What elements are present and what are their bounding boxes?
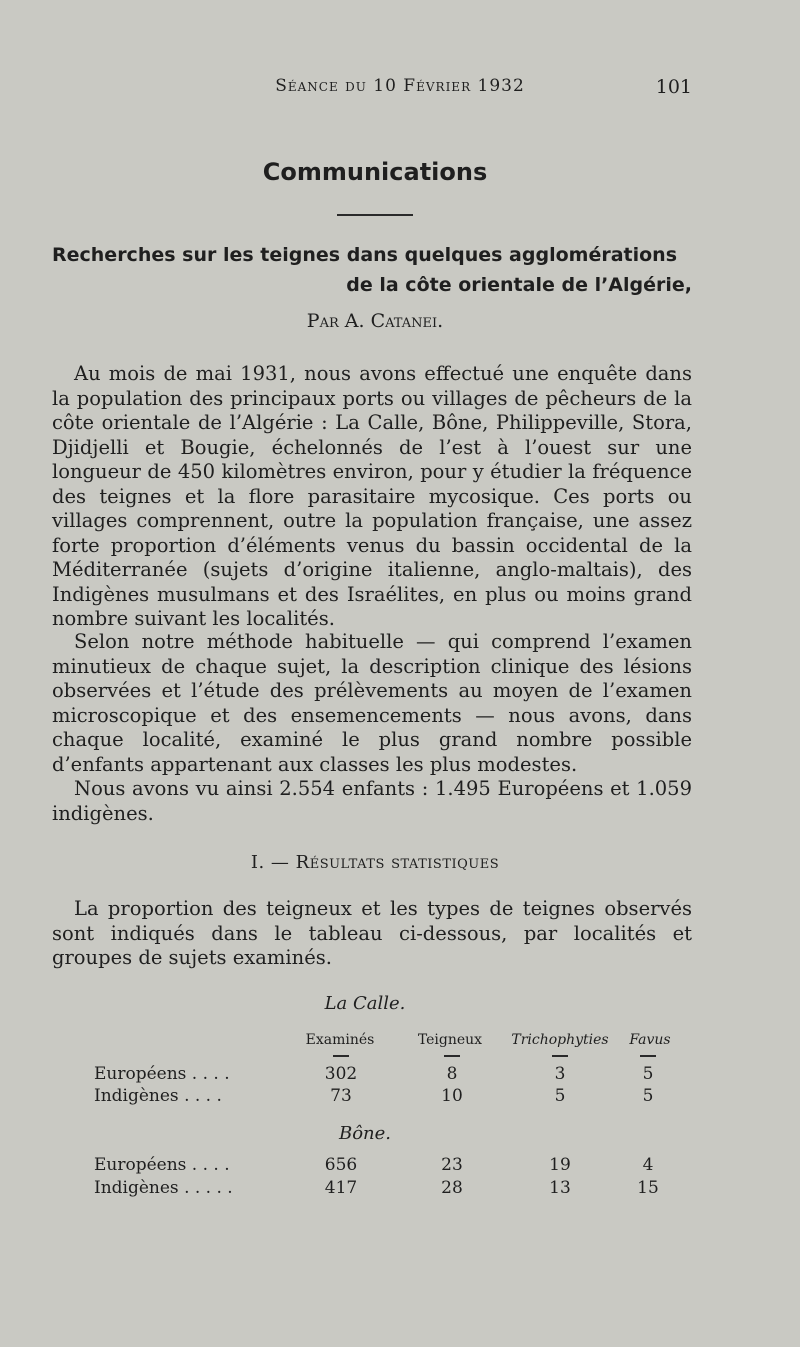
col-dash	[552, 1055, 568, 1057]
col-head-favus: Favus	[629, 1032, 671, 1048]
heading-rule	[337, 214, 413, 216]
page-number: 101	[655, 76, 692, 98]
article-title-line-1: Recherches sur les teignes dans quelques agglomérations	[52, 244, 678, 266]
results-heading	[0, 852, 750, 873]
table-cell: 73	[330, 1086, 352, 1106]
row-label: Européens . . . .	[94, 1155, 230, 1175]
col-head-examines: Examinés	[305, 1032, 375, 1048]
table-cell: 3	[554, 1064, 566, 1084]
col-dash	[640, 1055, 656, 1057]
table-cell: 656	[324, 1155, 358, 1175]
paragraph-3: Nous avons vu ainsi 2.554 enfants : 1.495 Européens et 1.059 indigènes.	[52, 777, 692, 825]
article-title-line-2: de la côte orientale de l’Algérie,	[346, 274, 692, 296]
table-cell: 23	[441, 1155, 463, 1175]
table-cell: 15	[637, 1178, 659, 1198]
table-cell: 10	[441, 1086, 463, 1106]
results-heading-text: Résultats statistiques	[295, 852, 500, 873]
table-cell: 417	[324, 1178, 358, 1198]
results-heading-number: I. —	[250, 852, 290, 873]
paragraph-1: Au mois de mai 1931, nous avons effectué une enquête dans la population des principaux ports ou villages de pêcheurs de la côte orientale de l’Algérie : La Calle, Bône, Philippeville, Stora, Djidjelli et Bougie, échelonnés de l’est à l’ouest sur une longueur de 450 kilomètres environ, pour y étudier la fréquence des teignes et la flore parasitaire mycosique. Ces ports ou villages comprennent, outre la population française, une assez forte proportion d’éléments venus du bassin occidental de la Méditerranée (sujets d’origine italienne, anglo-maltais), des Indigènes musulmans et des Israélites, en plus ou moins grand nombre suivant les localités.	[52, 362, 692, 630]
col-dash	[333, 1055, 349, 1057]
article-title	[52, 240, 692, 300]
col-head-trichophyties: Trichophyties	[511, 1032, 609, 1048]
place-bone: Bône.	[338, 1123, 392, 1144]
place-la-calle: La Calle.	[324, 993, 406, 1014]
col-dash	[444, 1055, 460, 1057]
table-cell: 5	[554, 1086, 566, 1106]
col-head-teigneux: Teigneux	[417, 1032, 483, 1048]
author-line: Par A. Catanei.	[306, 310, 444, 332]
results-intro: La proportion des teigneux et les types de teignes observés sont indiqués dans le tableau ci-dessous, par localités et groupes de sujets examinés.	[52, 897, 692, 969]
table-cell: 13	[549, 1178, 571, 1198]
running-title: Séance du 10 Février 1932	[275, 76, 525, 96]
table-cell: 302	[324, 1064, 358, 1084]
table-cell: 5	[642, 1086, 654, 1106]
table-cell: 4	[642, 1155, 654, 1175]
row-label: Européens . . . .	[94, 1064, 230, 1084]
row-label: Indigènes . . . .	[94, 1086, 222, 1106]
table-cell: 5	[642, 1064, 654, 1084]
table-cell: 19	[549, 1155, 571, 1175]
section-heading: Communications	[262, 158, 488, 186]
table-cell: 8	[446, 1064, 458, 1084]
row-label: Indigènes . . . . .	[94, 1178, 233, 1198]
paragraph-2: Selon notre méthode habituelle — qui comprend l’examen minutieux de chaque sujet, la description clinique des lésions observées et l’étude des prélèvements au moyen de l’examen microscopique et des ensemencements — nous avons, dans chaque localité, examiné le plus grand nombre possible d’enfants appartenant aux classes les plus modestes.	[52, 630, 692, 776]
table-cell: 28	[441, 1178, 463, 1198]
